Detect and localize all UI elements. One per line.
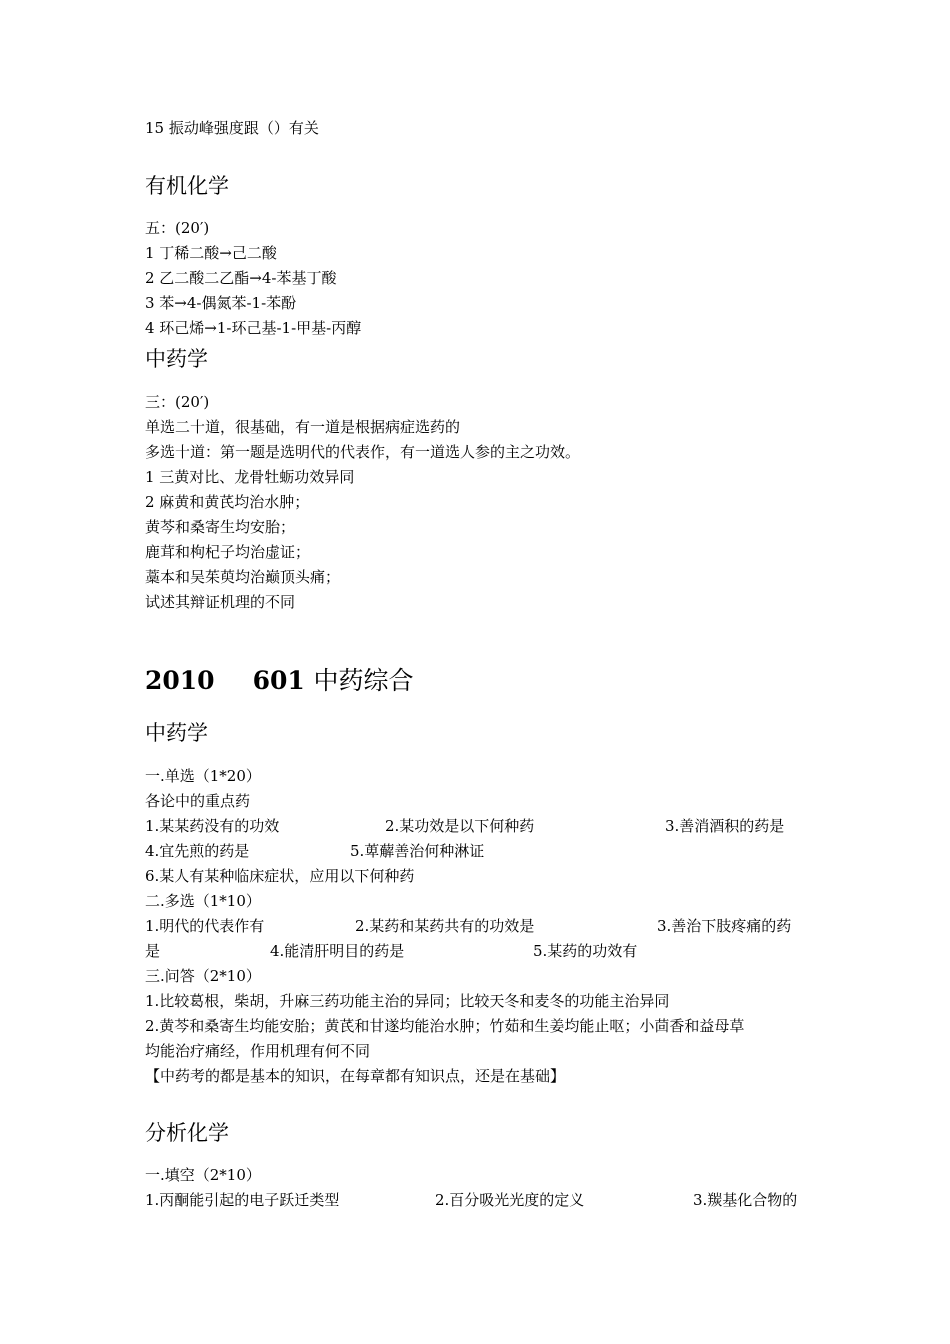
heading-tcm-1: 中药学 (145, 347, 208, 371)
exam-year: 2010 (145, 666, 215, 695)
heading-organic-chemistry: 有机化学 (145, 174, 229, 198)
multi-q3: 3.善治下肢疼痛的药 (657, 917, 792, 935)
multi-q3-cont: 是 (145, 942, 161, 960)
qa-title: 三.问答（2*10） (145, 967, 261, 985)
qa-line-2: 2.黄芩和桑寄生均能安胎；黄芪和甘遂均能治水肿；竹茹和生姜均能止呕；小茴香和益母草 (145, 1017, 745, 1035)
organic-item-1: 1 丁稀二酸→己二酸 (145, 244, 277, 262)
multi-choice-row-1 (145, 916, 807, 936)
tcm1-line-2: 多选十道：第一题是选明代的代表作，有一道选人参的主之功效。 (145, 443, 581, 461)
single-q6: 6.某人有某种临床症状，应用以下何种药 (145, 867, 415, 885)
organic-section-label: 五：(20′) (145, 219, 210, 237)
multi-choice-row-2 (145, 941, 807, 961)
tcm-comment: 【中药考的都是基本的知识，在每章都有知识点，还是在基础】 (145, 1067, 566, 1085)
single-q3: 3.善消酒积的药是 (665, 817, 785, 835)
heading-tcm-2: 中药学 (145, 721, 208, 745)
fill-blank-row-1 (145, 1190, 807, 1210)
single-choice-row-2 (145, 841, 807, 861)
tcm1-line-1: 单选二十道，很基础，有一道是根据病症选药的 (145, 418, 461, 436)
exam-title-text: 中药综合 (313, 666, 414, 695)
fill-q2: 2.百分吸光光度的定义 (435, 1191, 585, 1209)
exam-code: 601 (252, 666, 305, 695)
qa-line-3: 均能治疗痛经，作用机理有何不同 (145, 1042, 371, 1060)
single-choice-note: 各论中的重点药 (145, 792, 251, 810)
multi-q2: 2.某药和某药共有的功效是 (355, 917, 535, 935)
single-q1: 1.某某药没有的功效 (145, 817, 280, 835)
fill-q1: 1.丙酮能引起的电子跃迁类型 (145, 1191, 340, 1209)
tcm1-line-6: 鹿茸和枸杞子均治虚证； (145, 543, 311, 561)
single-choice-title: 一.单选（1*20） (145, 767, 261, 785)
tcm1-line-4: 2 麻黄和黄芪均治水肿； (145, 493, 310, 511)
fill-blank-title: 一.填空（2*10） (145, 1166, 261, 1184)
organic-item-2: 2 乙二酸二乙酯→4-苯基丁酸 (145, 269, 337, 287)
organic-item-3: 3 苯→4-偶氮苯-1-苯酚 (145, 294, 297, 312)
exam-title (145, 665, 414, 697)
tcm1-line-3: 1 三黄对比、龙骨牡蛎功效异同 (145, 468, 355, 486)
tcm1-section-label: 三：(20′) (145, 393, 210, 411)
organic-item-4: 4 环己烯→1-环己基-1-甲基-丙醇 (145, 319, 362, 337)
multi-q5: 5.某药的功效有 (533, 942, 638, 960)
question-15: 15 振动峰强度跟（）有关 (145, 119, 319, 137)
heading-analytical-chemistry: 分析化学 (145, 1121, 229, 1145)
tcm1-line-7: 藁本和吴茱萸均治巅顶头痛； (145, 568, 341, 586)
tcm1-line-8: 试述其辩证机理的不同 (145, 593, 296, 611)
single-q5: 5.萆薢善治何种淋证 (350, 842, 485, 860)
single-choice-row-1 (145, 816, 807, 836)
multi-choice-title: 二.多选（1*10） (145, 892, 261, 910)
multi-q4: 4.能清肝明目的药是 (270, 942, 405, 960)
fill-q3: 3.羰基化合物的 (693, 1191, 798, 1209)
single-q2: 2.某功效是以下何种药 (385, 817, 535, 835)
tcm1-line-5: 黄芩和桑寄生均安胎； (145, 518, 296, 536)
qa-line-1: 1.比较葛根，柴胡，升麻三药功能主治的异同；比较天冬和麦冬的功能主治异同 (145, 992, 670, 1010)
single-q4: 4.宜先煎的药是 (145, 842, 250, 860)
multi-q1: 1.明代的代表作有 (145, 917, 265, 935)
